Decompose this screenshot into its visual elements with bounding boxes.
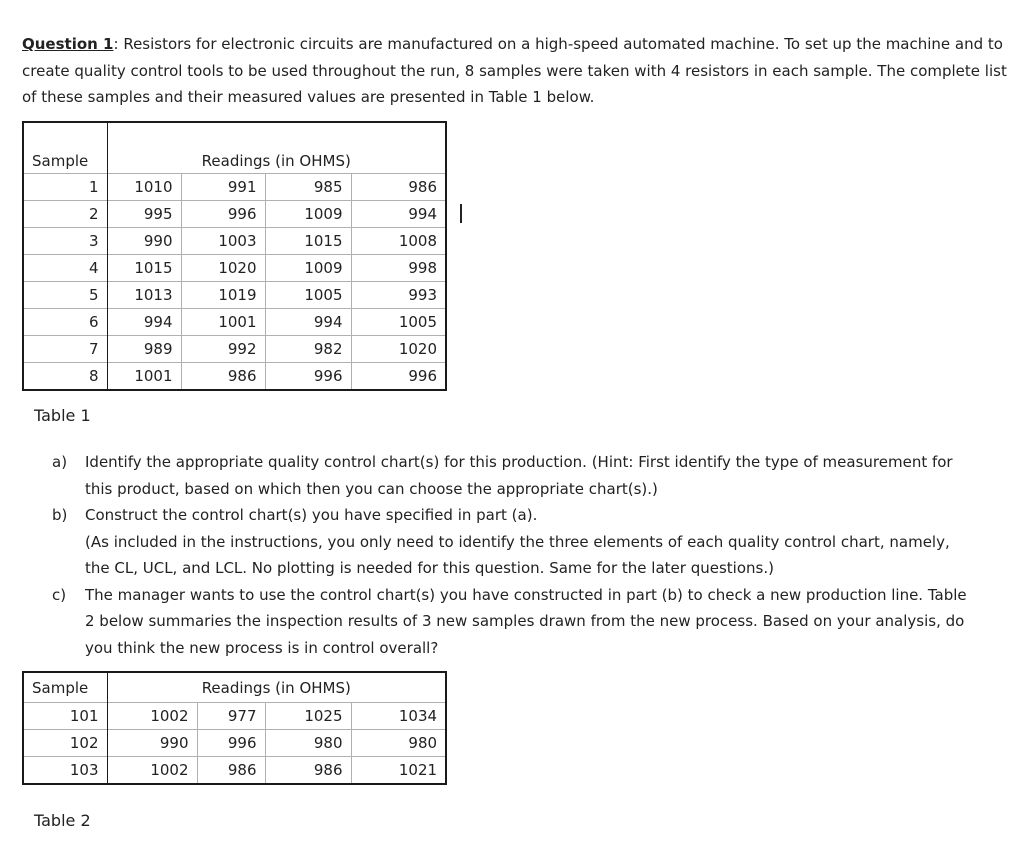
question-text: : Resistors for electronic circuits are manufactured on a high-speed automated machine. To set up the machine and to create quality control tools to be used throughout the run, 8 samples were taken with 4 resistors in each sample. The complete list of these samples and their measured values are presented in Table 1 below.	[22, 35, 1007, 106]
sample-cell: 102	[23, 730, 107, 757]
sample-cell: 6	[23, 309, 107, 336]
table-row	[23, 174, 446, 201]
reading-cell: 986	[265, 757, 351, 785]
sample-cell: 101	[23, 703, 107, 730]
table-row	[23, 255, 446, 282]
reading-cell: 1002	[107, 757, 197, 785]
part-c-text: The manager wants to use the control chart(s) you have constructed in part (b) to check a new production line. Table 2 below summaries the inspection results of 3 new samples drawn from the new process. Based on your analysis, do you think the new process is in control overall?	[85, 585, 967, 657]
reading-cell: 1034	[351, 703, 446, 730]
sample-cell: 2	[23, 201, 107, 228]
reading-cell: 1002	[107, 703, 197, 730]
reading-cell: 1025	[265, 703, 351, 730]
part-a-marker: a)	[52, 453, 68, 471]
reading-cell: 998	[351, 255, 446, 282]
reading-cell: 980	[351, 730, 446, 757]
reading-cell: 1008	[351, 228, 446, 255]
table-row	[23, 228, 446, 255]
reading-cell: 1010	[107, 174, 181, 201]
reading-cell: 1005	[351, 309, 446, 336]
reading-cell: 994	[107, 309, 181, 336]
sample-cell: 103	[23, 757, 107, 785]
sample-header: Sample	[23, 149, 107, 174]
readings-header: Readings (in OHMS)	[201, 678, 351, 697]
reading-cell: 991	[181, 174, 265, 201]
table-row	[23, 703, 446, 730]
part-a-text: Identify the appropriate quality control chart(s) for this production. (Hint: First identify the type of measurement for this product, based on which then you can choose the appropriate chart(s).)	[85, 453, 953, 498]
table-1-caption: Table 1	[34, 406, 91, 425]
part-b-text: Construct the control chart(s) you have specified in part (a).	[85, 506, 538, 524]
reading-cell: 996	[197, 730, 265, 757]
sample-cell: 5	[23, 282, 107, 309]
question-parts	[52, 449, 977, 661]
sample-cell: 1	[23, 174, 107, 201]
sample-cell: 8	[23, 363, 107, 391]
text-cursor	[460, 204, 462, 223]
sample-header: Sample	[23, 672, 107, 703]
reading-cell: 996	[351, 363, 446, 391]
sample-cell: 3	[23, 228, 107, 255]
reading-cell: 994	[265, 309, 351, 336]
reading-cell: 1019	[181, 282, 265, 309]
reading-cell: 989	[107, 336, 181, 363]
table-row	[23, 730, 446, 757]
reading-cell: 986	[181, 363, 265, 391]
reading-cell: 995	[107, 201, 181, 228]
part-c-marker: c)	[52, 585, 67, 604]
reading-cell: 985	[265, 174, 351, 201]
part-b-marker: b)	[52, 506, 68, 524]
part-a	[52, 449, 977, 502]
reading-cell: 996	[181, 201, 265, 228]
reading-cell: 1015	[265, 228, 351, 255]
part-b-note: (As included in the instructions, you only need to identify the three elements of each quality control chart, namely, the CL, UCL, and LCL. No plotting is needed for this question. Same for the later questions.)	[85, 532, 950, 577]
reading-cell: 990	[107, 228, 181, 255]
reading-cell: 986	[351, 174, 446, 201]
question-intro	[22, 31, 1012, 111]
sample-cell: 4	[23, 255, 107, 282]
reading-cell: 993	[351, 282, 446, 309]
reading-cell: 986	[197, 757, 265, 785]
reading-cell: 1020	[181, 255, 265, 282]
table-row	[23, 282, 446, 309]
table-row	[23, 201, 446, 228]
reading-cell: 1005	[265, 282, 351, 309]
table-row	[23, 309, 446, 336]
table-2	[22, 671, 447, 785]
reading-cell: 994	[351, 201, 446, 228]
table-1	[22, 121, 447, 391]
reading-cell: 1003	[181, 228, 265, 255]
part-b	[52, 502, 977, 582]
reading-cell: 992	[181, 336, 265, 363]
table-row	[23, 757, 446, 785]
table-row	[23, 363, 446, 391]
reading-cell: 996	[265, 363, 351, 391]
reading-cell: 982	[265, 336, 351, 363]
reading-cell: 990	[107, 730, 197, 757]
reading-cell: 1013	[107, 282, 181, 309]
reading-cell: 1020	[351, 336, 446, 363]
reading-cell: 1001	[181, 309, 265, 336]
table-2-caption: Table 2	[34, 811, 91, 830]
readings-header: Readings (in OHMS)	[201, 152, 351, 170]
reading-cell: 1021	[351, 757, 446, 785]
question-label: Question 1	[22, 35, 114, 53]
reading-cell: 980	[265, 730, 351, 757]
reading-cell: 1009	[265, 255, 351, 282]
reading-cell: 977	[197, 703, 265, 730]
reading-cell: 1015	[107, 255, 181, 282]
table-row	[23, 336, 446, 363]
part-c	[52, 582, 977, 662]
reading-cell: 1001	[107, 363, 181, 391]
sample-cell: 7	[23, 336, 107, 363]
reading-cell: 1009	[265, 201, 351, 228]
